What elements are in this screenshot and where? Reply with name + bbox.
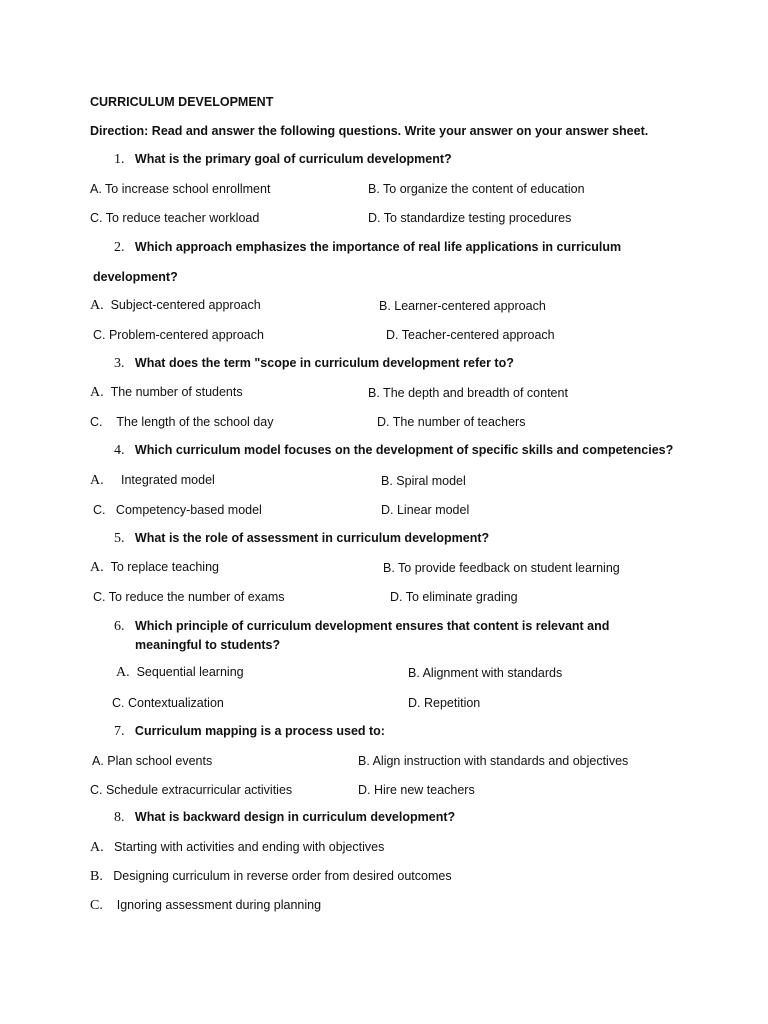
question-number: 5. xyxy=(114,531,125,546)
question-7 xyxy=(114,724,385,740)
question-8 xyxy=(114,810,455,826)
question-number: 7. xyxy=(114,724,125,739)
q3-option-c xyxy=(90,415,273,429)
q3-option-a xyxy=(90,385,243,401)
q1-option-c: C. To reduce teacher workload xyxy=(90,211,260,225)
q8-option-c xyxy=(90,898,321,914)
option-text: Designing curriculum in reverse order from desired outcomes xyxy=(113,869,452,883)
question-2 xyxy=(114,240,621,256)
q2-option-c: C. Problem-centered approach xyxy=(93,328,264,342)
option-text: The length of the school day xyxy=(116,415,274,429)
question-number: 8. xyxy=(114,810,125,825)
question-text: Curriculum mapping is a process used to: xyxy=(134,724,385,738)
q6-option-b: B. Alignment with standards xyxy=(408,666,563,680)
question-1 xyxy=(114,152,452,168)
question-2-continued: development? xyxy=(93,270,178,284)
q7-option-b: B. Align instruction with standards and objectives xyxy=(358,754,629,768)
q7-option-c: C. Schedule extracurricular activities xyxy=(90,783,293,797)
option-text: To replace teaching xyxy=(110,560,219,574)
question-text: Which curriculum model focuses on the development of specific skills and competencies? xyxy=(134,443,674,457)
q2-option-d: D. Teacher-centered approach xyxy=(386,328,555,342)
option-letter: C. xyxy=(90,898,103,913)
question-text: What does the term "scope in curriculum development refer to? xyxy=(134,356,514,370)
q1-option-a: A. To increase school enrollment xyxy=(90,182,271,196)
document-title: CURRICULUM DEVELOPMENT xyxy=(90,95,274,109)
question-text: What is the role of assessment in curriculum development? xyxy=(134,531,490,545)
q1-option-d: D. To standardize testing procedures xyxy=(368,211,572,225)
option-text: Ignoring assessment during planning xyxy=(116,898,322,912)
q2-option-b: B. Learner-centered approach xyxy=(379,299,546,313)
question-text: Which approach emphasizes the importance of real life applications in curriculum xyxy=(134,240,622,254)
question-number: 3. xyxy=(114,356,125,371)
question-number: 1. xyxy=(114,152,125,167)
question-3 xyxy=(114,356,514,372)
option-letter: A. xyxy=(90,560,104,575)
question-number: 6. xyxy=(114,619,125,634)
option-letter: C. xyxy=(90,415,103,429)
q6-option-c: C. Contextualization xyxy=(112,696,224,710)
option-letter: A. xyxy=(90,298,104,313)
q6-option-d: D. Repetition xyxy=(408,696,481,710)
q4-option-b: B. Spiral model xyxy=(381,474,466,488)
option-letter: A. xyxy=(90,385,104,400)
option-letter: B. xyxy=(90,869,103,884)
question-text: Which principle of curriculum development ensures that content is relevant and meaningful to students? xyxy=(135,619,610,652)
q4-option-c xyxy=(93,503,262,517)
q5-option-c: C. To reduce the number of exams xyxy=(93,590,285,604)
q8-option-a xyxy=(90,840,384,856)
q8-option-b xyxy=(90,869,452,885)
option-text: Starting with activities and ending with objectives xyxy=(114,840,385,854)
q2-option-a xyxy=(90,298,261,314)
option-letter: A. xyxy=(90,840,104,855)
option-letter: A. xyxy=(116,665,130,680)
question-5 xyxy=(114,531,489,547)
q1-option-b: B. To organize the content of education xyxy=(368,182,585,196)
option-text: Competency-based model xyxy=(115,503,262,517)
question-number: 2. xyxy=(114,240,125,255)
q5-option-b: B. To provide feedback on student learning xyxy=(383,561,620,575)
question-6 xyxy=(114,617,659,652)
q7-option-a: A. Plan school events xyxy=(92,754,213,768)
q4-option-d: D. Linear model xyxy=(381,503,470,517)
option-text: The number of students xyxy=(110,385,243,399)
option-text: Sequential learning xyxy=(136,665,244,679)
option-letter: C. xyxy=(93,503,106,517)
question-text: What is the primary goal of curriculum development? xyxy=(134,152,452,166)
q5-option-a xyxy=(90,560,219,576)
q5-option-d: D. To eliminate grading xyxy=(390,590,518,604)
option-text: Subject-centered approach xyxy=(110,298,261,312)
question-text: What is backward design in curriculum development? xyxy=(134,810,456,824)
option-letter: A. xyxy=(90,473,104,488)
q3-option-d: D. The number of teachers xyxy=(377,415,526,429)
question-4 xyxy=(114,443,673,459)
q3-option-b: B. The depth and breadth of content xyxy=(368,386,568,400)
q7-option-d: D. Hire new teachers xyxy=(358,783,475,797)
option-text: Integrated model xyxy=(121,473,215,487)
directions: Direction: Read and answer the following questions. Write your answer on your answer sheet. xyxy=(90,124,649,138)
q4-option-a xyxy=(90,473,215,489)
q6-option-a xyxy=(116,665,244,681)
question-number: 4. xyxy=(114,443,125,458)
